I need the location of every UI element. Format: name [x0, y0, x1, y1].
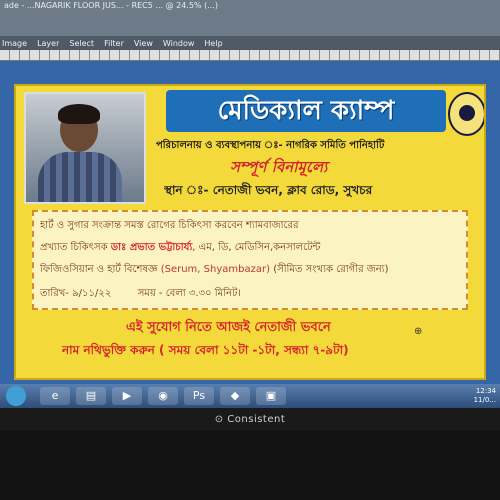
info-line-1: হার্ট ও সুগার সংক্রান্ত সমস্ত রোগের চিকিৎসা করবেন শ্যামবাজারের: [40, 220, 299, 231]
start-button[interactable]: [6, 386, 26, 406]
system-clock[interactable]: [474, 387, 496, 405]
clock-time: 12:34: [475, 387, 496, 395]
camp-time: সময় - বেলা ৩.৩০ মিনিট।: [137, 288, 242, 299]
venue-line: স্থান ঃ- নেতাজী ভবন, ক্লাব রোড, সুখচর: [164, 183, 373, 197]
info-line-2-suffix: , এম, ডি, মেডিসিন,কনসালটেন্ট: [192, 242, 321, 253]
info-line-2-prefix: প্রখ্যাত চিকিৎসক: [40, 242, 108, 253]
reference-location: (Serum, Shyambazar): [160, 264, 270, 275]
poster-title: মেডিক্যাল ক্যাম্প: [166, 90, 446, 132]
app-icon[interactable]: ◆: [220, 387, 250, 405]
doctor-photo: [24, 92, 146, 204]
info-line-3-prefix: ফিজিওসিয়ান ও হার্ট বিশেষজ্ঞ: [40, 264, 158, 275]
menu-image[interactable]: Image: [2, 38, 28, 48]
menu-window[interactable]: Window: [162, 38, 195, 48]
monitor-logo-icon: ⊙: [214, 414, 228, 425]
call-to-action-line-1: এই সুযোগ নিতে আজই নেতাজী ভবনে: [126, 320, 331, 335]
photo-hair: [58, 104, 100, 124]
menu-bar: [0, 36, 500, 50]
photo-body: [38, 152, 122, 204]
organizer-line: পরিচালনায় ও ব্যবস্থাপনায় ঃ- নাগরিক সমিতি পানিহাটি: [156, 140, 385, 151]
taskbar: [0, 384, 500, 408]
window-title: ade - ...NAGARIK FLOOR JUS... - REC5 ... @ 24.5% (...): [4, 1, 218, 10]
menu-filter[interactable]: Filter: [104, 38, 124, 48]
horizontal-ruler: [0, 50, 500, 61]
monitor-brand: [0, 414, 500, 425]
info-line-2: [40, 240, 462, 257]
menu-select[interactable]: Select: [69, 38, 95, 48]
free-of-cost-label: সম্পূর্ণ বিনামূল্যে: [230, 158, 328, 176]
doctor-name: ডাঃ প্রভাত ভট্টাচার্য্য: [110, 242, 193, 253]
info-box: [32, 210, 468, 310]
call-to-action-line-2: নাম নথিভুক্তি করুন ( সময় বেলা ১১টা -১টা, সন্ধ্যা ৭-৯টা): [62, 343, 349, 357]
mouse-cursor-icon: ⊕: [414, 326, 423, 337]
window-icon[interactable]: ▣: [256, 387, 286, 405]
monitor-brand-text: Consistent: [227, 414, 286, 425]
chrome-icon[interactable]: ◉: [148, 387, 178, 405]
photoshop-icon[interactable]: Ps: [184, 387, 214, 405]
menu-help[interactable]: Help: [204, 38, 223, 48]
explorer-icon[interactable]: ▤: [76, 387, 106, 405]
menu-layer[interactable]: Layer: [37, 38, 60, 48]
desk-surface: [0, 430, 500, 500]
organization-seal-icon: [448, 92, 486, 136]
info-line-3: [40, 262, 462, 279]
date-time-line: [40, 286, 462, 303]
ie-icon[interactable]: e: [40, 387, 70, 405]
menu-view[interactable]: View: [133, 38, 153, 48]
info-line-3-suffix: (সীমিত সংখ্যক রোগীর জন্য): [273, 264, 389, 275]
media-icon[interactable]: ▶: [112, 387, 142, 405]
window-title-bar: [0, 0, 500, 36]
clock-date: 11/0...: [473, 396, 496, 404]
camp-date: তারিখ- ৯/১১/২২: [40, 288, 112, 299]
